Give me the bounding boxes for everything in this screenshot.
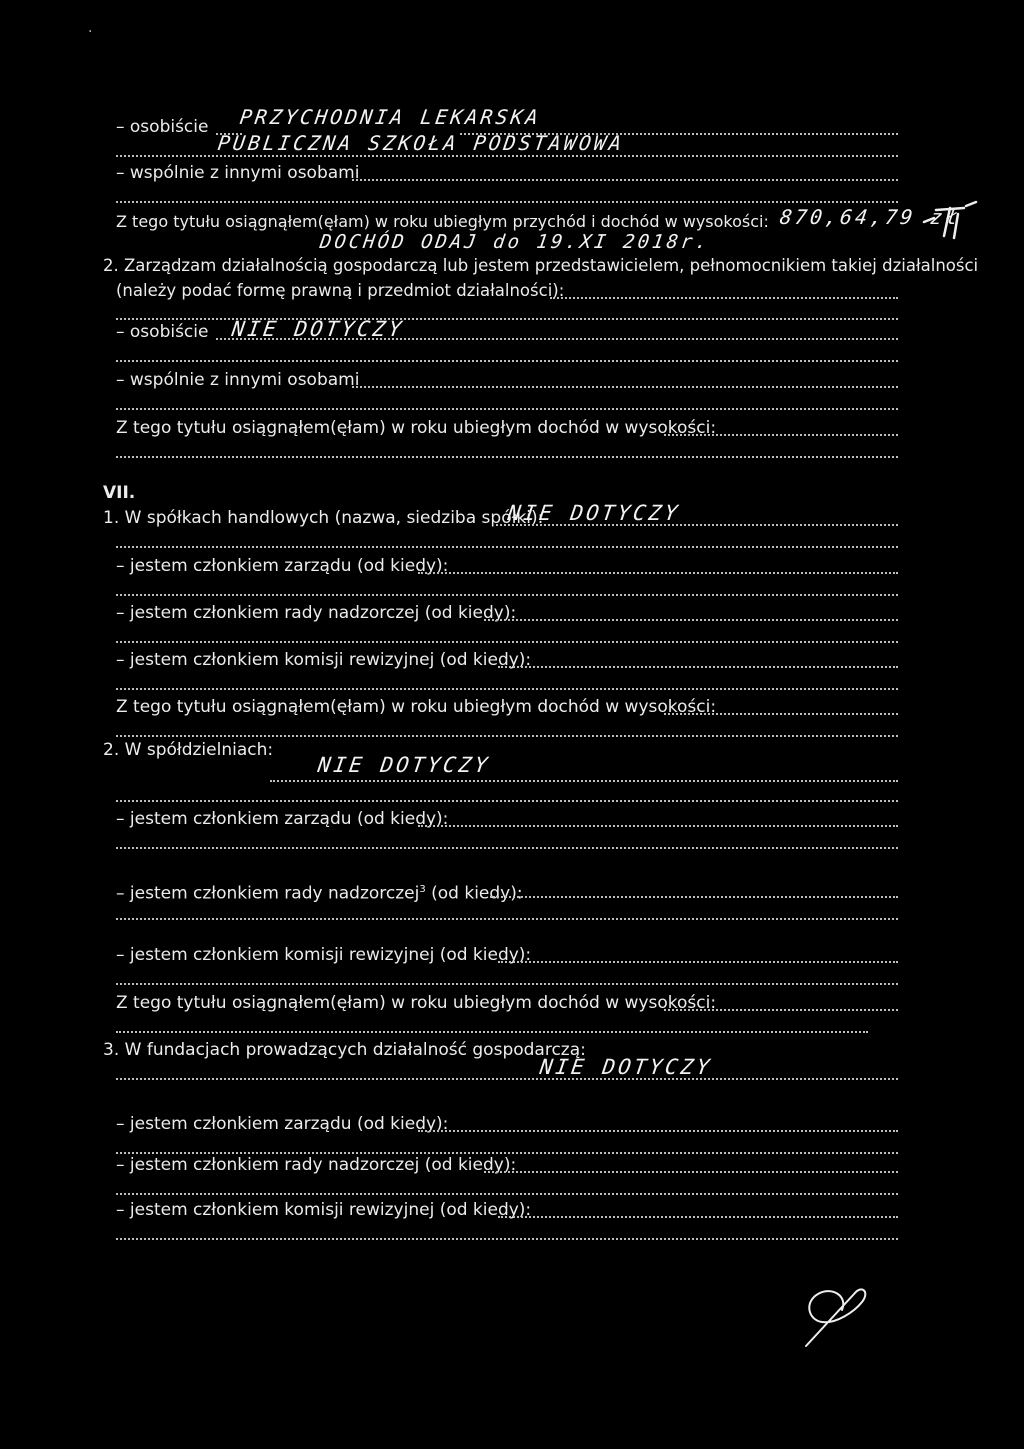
dotted-line (664, 434, 898, 436)
dotted-line (116, 1193, 898, 1195)
dotted-line (116, 1078, 898, 1080)
dotted-line (664, 1009, 898, 1011)
dotted-line (116, 408, 898, 410)
handwritten-item2-personally: NIE DOTYCZY (230, 317, 406, 341)
item2-personally-label: – osobiście (116, 322, 209, 342)
dotted-line (116, 1152, 898, 1154)
dotted-line (116, 1031, 868, 1033)
dotted-line (116, 800, 898, 802)
item2-label-line2: (należy podać formę prawną i przedmiot działalności): (116, 281, 565, 300)
dotted-line (418, 825, 898, 827)
s7-item1-supervisory: – jestem członkiem rady nadzorczej (od kiedy): (116, 603, 517, 623)
handwritten-personally-line2: PUBLICZNA SZKOŁA PODSTAWOWA (216, 131, 626, 155)
s7-item2-audit: – jestem członkiem komisji rewizyjnej (od kiedy): (116, 945, 532, 965)
section7-heading: VII. (103, 483, 136, 503)
s7-item3-audit: – jestem członkiem komisji rewizyjnej (od kiedy): (116, 1200, 532, 1220)
item2-label: 2. Zarządzam działalnością gospodarczą lub jestem przedstawicielem, pełnomocnikiem takiej działalności (103, 256, 979, 275)
signature-icon (796, 1272, 876, 1352)
item2-jointly-label: – wspólnie z innymi osobami (116, 370, 360, 390)
dotted-line (664, 713, 898, 715)
s7-item3-label: 3. W fundacjach prowadzących działalność gospodarczą: (103, 1040, 586, 1060)
jointly-label: – wspólnie z innymi osobami (116, 163, 360, 183)
dotted-line (116, 918, 898, 920)
s7-item1-audit: – jestem członkiem komisji rewizyjnej (od kiedy): (116, 650, 532, 670)
personally-label: – osobiście (116, 117, 209, 137)
dotted-line (418, 572, 898, 574)
s7-item1-income: Z tego tytułu osiągnąłem(ęłam) w roku ubiegłym dochód w wysokości: (116, 697, 717, 717)
handwritten-income-note: DOCHÓD ODAJ do 19.XI 2018r. (318, 231, 712, 253)
dotted-line (270, 780, 898, 782)
s7-item2-board: – jestem członkiem zarządu (od kiedy): (116, 809, 449, 829)
s7-item1-label: 1. W spółkach handlowych (nazwa, siedziba spółki): (103, 508, 544, 528)
dotted-line (498, 1216, 898, 1218)
s7-item3-supervisory: – jestem członkiem rady nadzorczej (od kiedy): (116, 1155, 517, 1175)
dotted-line (116, 594, 898, 596)
dotted-line (116, 983, 898, 985)
dotted-line (498, 666, 898, 668)
dotted-line (498, 961, 898, 963)
s7-item2-supervisory: – jestem członkiem rady nadzorczej$^3$ (od kiedy): (116, 883, 523, 904)
handwritten-s7-item2: NIE DOTYCZY (316, 753, 492, 777)
dotted-line (116, 546, 898, 548)
handwritten-s7-item1: NIE DOTYCZY (506, 501, 682, 525)
dotted-line (116, 360, 898, 362)
dotted-line (116, 688, 898, 690)
s7-item2-income: Z tego tytułu osiągnąłem(ęłam) w roku ubiegłym dochód w wysokości: (116, 993, 717, 1013)
page-mark-icon: · (88, 24, 93, 40)
dotted-line (116, 1238, 898, 1240)
dotted-line (352, 179, 898, 181)
handwritten-s7-item3: NIE DOTYCZY (538, 1055, 714, 1079)
s7-item3-board: – jestem członkiem zarządu (od kiedy): (116, 1114, 449, 1134)
dotted-line (484, 619, 898, 621)
dotted-line (116, 735, 898, 737)
dotted-line (116, 155, 898, 157)
dotted-line (352, 386, 898, 388)
dotted-line (116, 456, 898, 458)
dotted-line (418, 1130, 898, 1132)
handwritten-income-amount: 870,64,79 zł (778, 205, 963, 229)
handwritten-personally-line1: PRZYCHODNIA LEKARSKA (238, 105, 543, 129)
s7-item2-label: 2. W spółdzielniach: (103, 740, 274, 760)
dotted-line (116, 201, 898, 203)
dotted-line (484, 1171, 898, 1173)
dotted-line (490, 896, 898, 898)
dotted-line (550, 297, 898, 299)
item2-income-label: Z tego tytułu osiągnąłem(ęłam) w roku ubiegłym dochód w wysokości: (116, 418, 717, 438)
handwritten-mark-icon (920, 200, 980, 246)
s7-item1-board: – jestem członkiem zarządu (od kiedy): (116, 556, 449, 576)
dotted-line (116, 847, 898, 849)
income-label: Z tego tytułu osiągnąłem(ęłam) w roku ubiegłym przychód i dochód w wysokości: (116, 212, 769, 231)
dotted-line (116, 641, 898, 643)
